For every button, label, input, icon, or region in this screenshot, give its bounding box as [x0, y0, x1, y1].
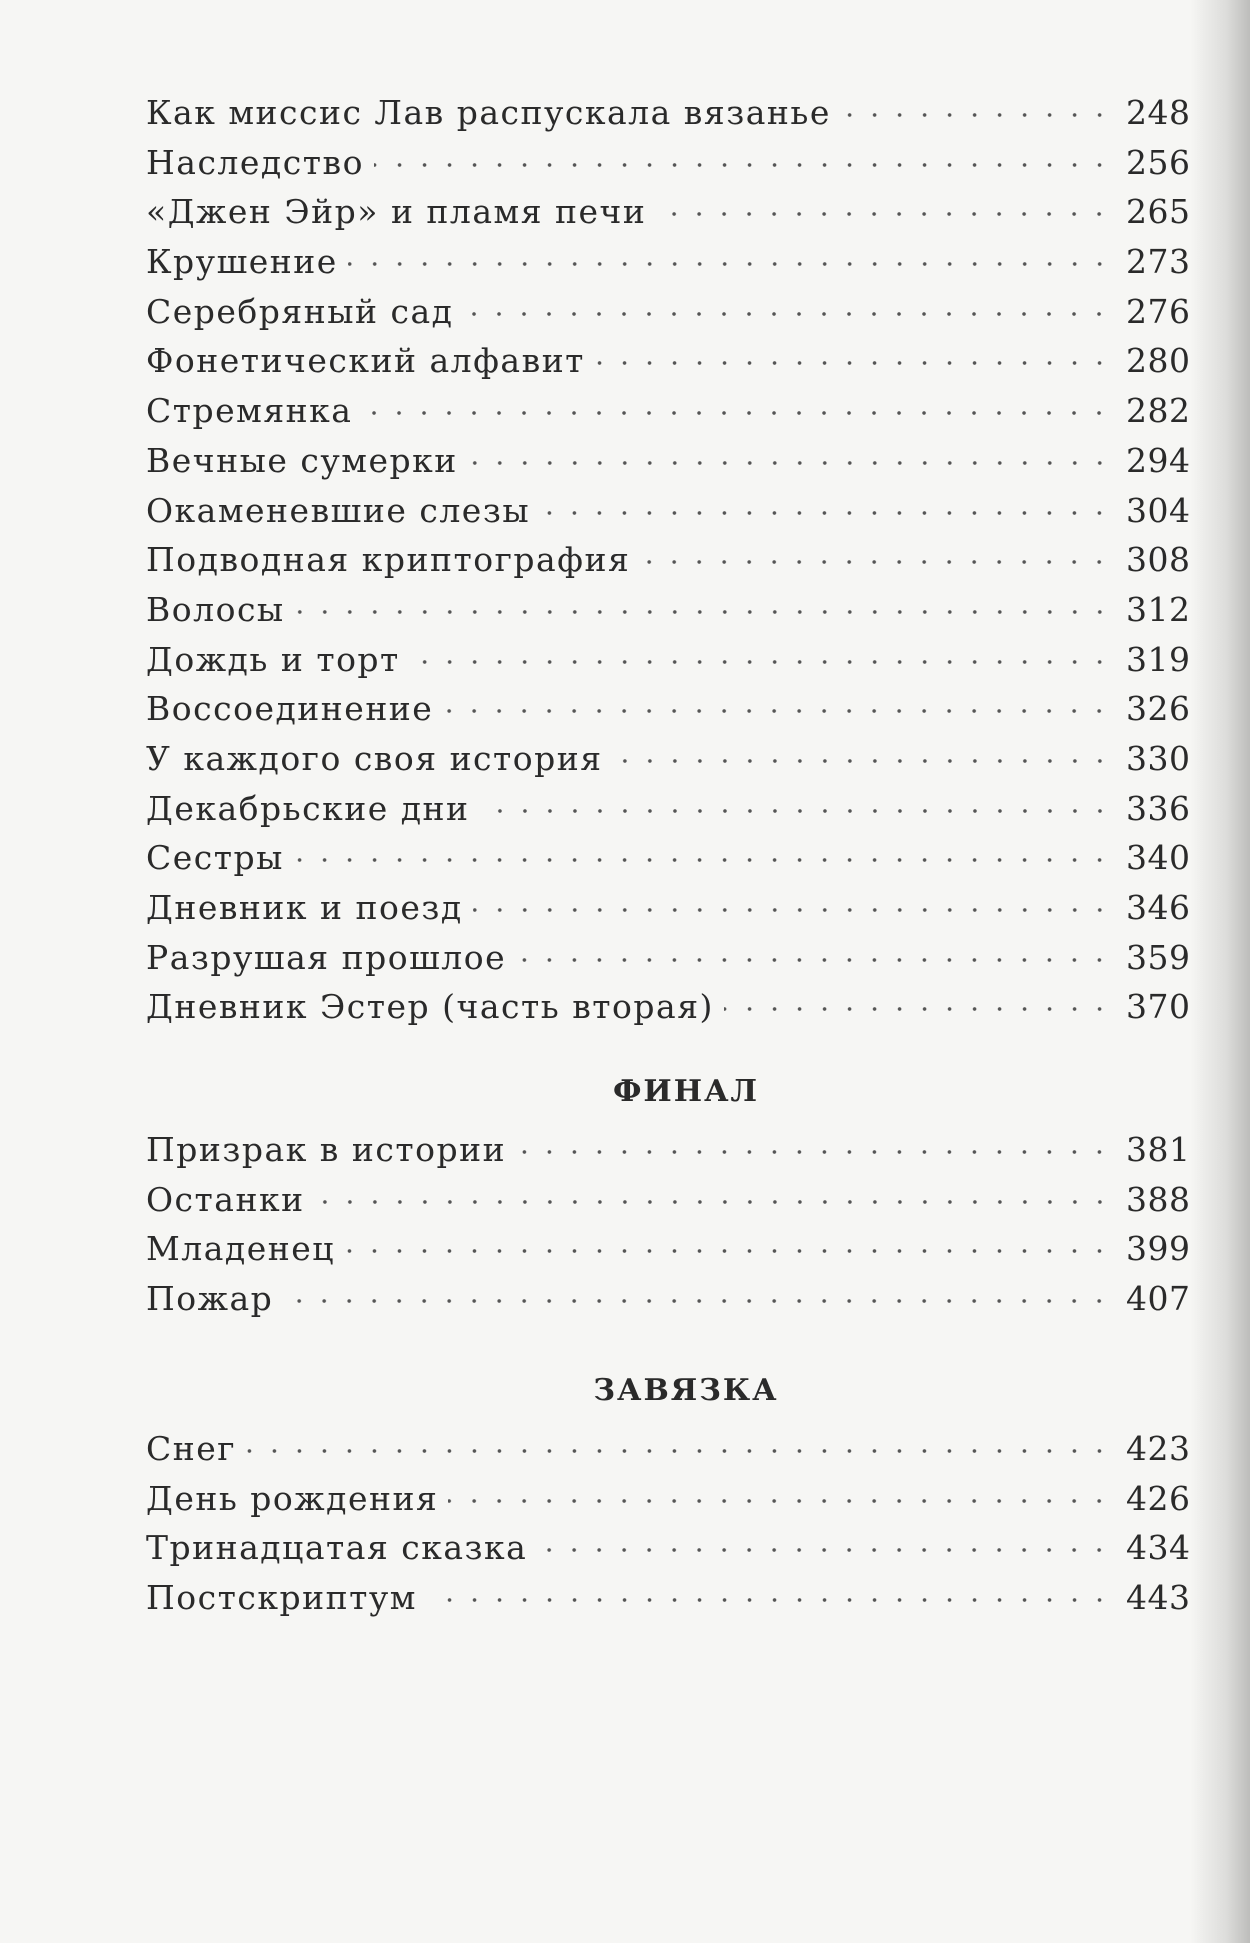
toc-entry: [146, 138, 1191, 188]
dot-leader: [448, 1498, 1112, 1504]
toc-entry-title: Серебряный сад: [146, 291, 454, 331]
toc-entry-page-number: 280: [1126, 341, 1191, 381]
toc-entry-title: Останки: [146, 1179, 305, 1219]
dot-leader: [315, 1199, 1112, 1205]
toc-entry-title: Крушение: [146, 242, 338, 282]
toc-list-part1: [146, 88, 1191, 1032]
dot-leader: [516, 1149, 1112, 1155]
toc-entry-page-number: 256: [1126, 142, 1191, 182]
toc-entry-title: Декабрьские дни: [146, 788, 470, 828]
toc-entry-page-number: 282: [1126, 391, 1191, 431]
section-heading-final: ФИНАЛ: [612, 1074, 760, 1110]
dot-leader: [427, 1597, 1112, 1603]
toc-entry-title: Младенец: [146, 1229, 336, 1269]
toc-entry: [146, 1474, 1191, 1524]
toc-entry-page-number: 388: [1126, 1179, 1191, 1219]
dot-leader: [473, 907, 1112, 913]
toc-entry-title: Дневник и поезд: [146, 888, 463, 927]
toc-entry-page-number: 273: [1126, 242, 1191, 282]
toc-entry: [146, 585, 1191, 635]
dot-leader: [246, 1448, 1112, 1454]
dot-leader: [345, 1248, 1112, 1254]
toc-entry-title: Тринадцатая сказка: [146, 1528, 528, 1568]
toc-entry: [146, 684, 1191, 734]
toc-entry-title: Как миссис Лав распускала вязанье: [146, 93, 831, 132]
toc-entry-title: Призрак в истории: [146, 1130, 507, 1170]
dot-leader: [295, 609, 1112, 615]
toc-entry-page-number: 319: [1126, 639, 1191, 679]
toc-entry-title: Волосы: [146, 589, 285, 629]
toc-entry-page-number: 346: [1126, 888, 1191, 927]
dot-leader: [443, 708, 1112, 714]
toc-entry-page-number: 426: [1126, 1478, 1191, 1518]
dot-leader: [374, 162, 1112, 168]
toc-entry-page-number: 336: [1126, 788, 1191, 828]
dot-leader: [656, 211, 1112, 217]
toc-entry: [146, 1175, 1191, 1225]
toc-entry-page-number: 312: [1126, 589, 1191, 629]
toc-entry: [146, 486, 1191, 536]
toc-entry-title: Воссоединение: [146, 689, 434, 729]
toc-entry: [146, 784, 1191, 834]
toc-entry-page-number: 248: [1126, 93, 1191, 132]
toc-entry-page-number: 443: [1126, 1577, 1191, 1617]
dot-leader: [480, 808, 1112, 814]
toc-entry-page-number: 265: [1126, 192, 1191, 232]
toc-entry-title: Дневник Эстер (часть вторая): [146, 987, 714, 1027]
dot-leader: [348, 261, 1112, 267]
toc-list-start: [146, 1424, 1191, 1623]
dot-leader: [640, 559, 1112, 565]
toc-entry: [146, 436, 1191, 486]
dot-leader: [468, 460, 1112, 466]
toc-entry-title: У каждого своя история: [146, 738, 603, 778]
toc-entry: [146, 734, 1191, 784]
toc-entry-page-number: 276: [1126, 291, 1191, 331]
toc-entry-title: Наследство: [146, 142, 364, 182]
toc-entry-page-number: 381: [1126, 1130, 1191, 1170]
toc-entry: [146, 535, 1191, 585]
dot-leader: [724, 1006, 1112, 1012]
dot-leader: [595, 360, 1112, 366]
dot-leader: [537, 1547, 1112, 1553]
dot-leader: [540, 510, 1112, 516]
dot-leader: [410, 659, 1112, 665]
toc-entry-title: Снег: [146, 1428, 237, 1468]
toc-entry: [146, 883, 1191, 933]
dot-leader: [294, 857, 1112, 863]
toc-entry: [146, 1424, 1191, 1474]
toc-entry-page-number: 399: [1126, 1229, 1191, 1269]
toc-entry: [146, 287, 1191, 337]
dot-leader: [516, 957, 1112, 963]
toc-entry: [146, 1224, 1191, 1274]
toc-entry: [146, 933, 1191, 983]
toc-entry: [146, 1573, 1191, 1623]
toc-entry-title: «Джен Эйр» и пламя печи: [146, 192, 647, 232]
toc-entry: [146, 336, 1191, 386]
toc-entry-title: Дождь и торт: [146, 639, 400, 679]
toc-entry: [146, 635, 1191, 685]
toc-entry-page-number: 304: [1126, 490, 1191, 530]
toc-entry-page-number: 423: [1126, 1428, 1191, 1468]
dot-leader: [613, 758, 1112, 764]
toc-entry-title: Пожар: [146, 1279, 274, 1319]
toc-entry-page-number: 434: [1126, 1528, 1191, 1568]
toc-entry: [146, 187, 1191, 237]
toc-entry-page-number: 370: [1126, 987, 1191, 1027]
toc-entry-title: Фонетический алфавит: [146, 341, 585, 381]
toc-entry-page-number: 407: [1126, 1279, 1191, 1319]
toc-entry-title: Постскриптум: [146, 1577, 417, 1617]
section-heading-start: ЗАВЯЗКА: [593, 1372, 779, 1408]
toc-entry-page-number: 326: [1126, 689, 1191, 729]
toc-entry-page-number: 330: [1126, 738, 1191, 778]
toc-entry-page-number: 294: [1126, 440, 1191, 480]
toc-list-final: [146, 1125, 1191, 1324]
dot-leader: [362, 410, 1112, 416]
toc-entry-page-number: 340: [1126, 838, 1191, 878]
toc-entry: [146, 1523, 1191, 1573]
toc-entry-page-number: 308: [1126, 540, 1191, 580]
dot-leader: [841, 112, 1112, 118]
toc-entry-title: Окаменевшие слезы: [146, 490, 531, 530]
toc-entry: [146, 386, 1191, 436]
toc-entry-title: Стремянка: [146, 391, 353, 431]
toc-entry-title: Подводная криптография: [146, 540, 631, 580]
toc-entry-title: Вечные сумерки: [146, 440, 458, 480]
toc-entry: [146, 1274, 1191, 1324]
toc-entry: [146, 982, 1191, 1032]
toc-entry-page-number: 359: [1126, 937, 1191, 977]
toc-entry: [146, 1125, 1191, 1175]
toc-entry-title: День рождения: [146, 1478, 439, 1518]
toc-entry: [146, 88, 1191, 138]
table-of-contents: [146, 88, 1191, 1623]
toc-entry: [146, 237, 1191, 287]
dot-leader: [463, 311, 1112, 317]
dot-leader: [283, 1298, 1112, 1304]
toc-entry: [146, 833, 1191, 883]
toc-entry-title: Разрушая прошлое: [146, 937, 507, 977]
toc-entry-title: Сестры: [146, 838, 284, 878]
page-edge-shadow: [1190, 0, 1250, 1943]
